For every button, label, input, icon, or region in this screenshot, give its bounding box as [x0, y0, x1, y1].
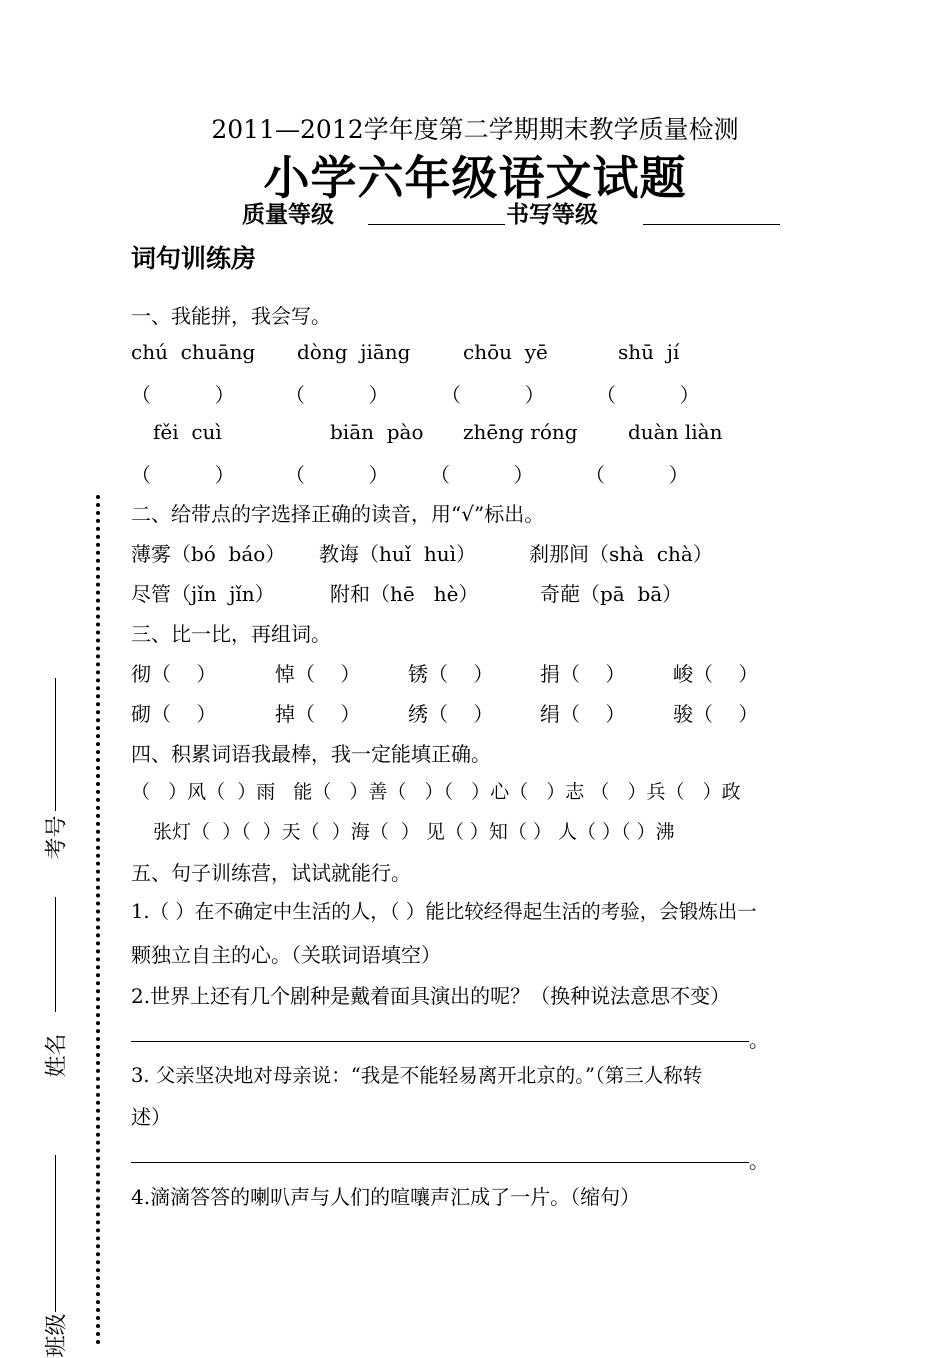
q1-pinyin-6: biān pào [330, 420, 424, 444]
q2-item: 刹那间（shà chà） [529, 542, 713, 566]
q4-title: 四、积累词语我最棒，我一定能填正确。 [131, 742, 491, 766]
answer-line [131, 1162, 749, 1163]
banji-label: 班级 [44, 1313, 70, 1358]
q1-pinyin-7: zhēng róng [463, 420, 578, 444]
q3-item: 砌（ ） [131, 702, 217, 726]
quality-grade-blank [368, 224, 505, 225]
writing-grade-blank [643, 224, 780, 225]
q1-bracket: （ ） [285, 383, 389, 407]
kaohao-label: 考号 [44, 815, 70, 860]
q1-pinyin-2: dòng jiāng [297, 340, 411, 364]
q3-item: 锈（ ） [408, 662, 494, 686]
q1-bracket: （ ） [131, 383, 235, 407]
q1-pinyin-8: duàn liàn [628, 420, 723, 444]
q3-item: 骏（ ） [673, 702, 759, 726]
q3-item: 彻（ ） [131, 662, 217, 686]
q3-title: 三、比一比，再组词。 [131, 622, 331, 646]
end-mark: 。 [749, 1149, 769, 1173]
q1-bracket: （ ） [441, 383, 545, 407]
q4-row-2: 张灯（ ）（ ）天（ ）海（ ） 见（ ）知（ ） 人（ ）（ ）沸 [153, 821, 675, 843]
q5-title: 五、句子训练营，试试就能行。 [131, 861, 411, 885]
q1-bracket: （ ） [285, 463, 389, 487]
q3-item: 掉（ ） [275, 702, 361, 726]
xingming-line [55, 897, 56, 1012]
q1-bracket: （ ） [585, 463, 689, 487]
q2-item: 奇葩（pā bā） [540, 582, 683, 606]
q3-item: 悼（ ） [275, 662, 361, 686]
q1-pinyin-5: fěi cuì [153, 420, 222, 444]
q3-item: 捐（ ） [540, 662, 626, 686]
exam-subtitle: 2011—2012学年度第二学期期末教学质量检测 [211, 115, 739, 144]
q2-item: 附和（hē hè） [330, 582, 479, 606]
q2-item: 教诲（huǐ huì） [319, 542, 477, 566]
q5-sentence-4: 4.滴滴答答的喇叭声与人们的喧嚷声汇成了一片。（缩句） [131, 1185, 641, 1209]
kaohao-line [55, 678, 56, 811]
q4-row-1: （ ）风（ ）雨 能（ ）善（ ）（ ）心（ ）志 （ ）兵（ ）政 [131, 781, 741, 803]
q2-item: 尽管（jǐn jǐn） [131, 582, 275, 606]
xingming-label: 姓名 [44, 1033, 70, 1078]
exam-title: 小学六年级语文试题 [263, 151, 687, 205]
q1-pinyin-1: chú chuāng [131, 340, 256, 364]
q5-sentence-1-cont: 颗独立自主的心。（关联词语填空） [131, 943, 441, 967]
binding-dotted-line [96, 495, 100, 1345]
q1-bracket: （ ） [596, 383, 700, 407]
answer-line [131, 1041, 749, 1042]
quality-grade-label: 质量等级 [242, 201, 334, 228]
q3-item: 绢（ ） [540, 702, 626, 726]
q3-item: 绣（ ） [408, 702, 494, 726]
q1-pinyin-3: chōu yē [463, 340, 548, 364]
q3-item: 峻（ ） [673, 662, 759, 686]
q5-sentence-3-cont: 述） [131, 1105, 171, 1129]
banji-line [55, 1155, 56, 1312]
q5-sentence-1: 1.（ ）在不确定中生活的人，（ ）能比较经得起生活的考验，会锻炼出一 [131, 900, 757, 923]
q1-bracket: （ ） [131, 463, 235, 487]
q1-pinyin-4: shū jí [618, 340, 680, 364]
end-mark: 。 [749, 1028, 769, 1052]
q1-bracket: （ ） [430, 463, 534, 487]
q5-sentence-3: 3. 父亲坚决地对母亲说：“我是不能轻易离开北京的。”（第三人称转 [131, 1064, 703, 1087]
q2-title: 二、给带点的字选择正确的读音，用“√”标出。 [131, 502, 545, 526]
section-title: 词句训练房 [131, 244, 257, 273]
q1-title: 一、我能拼，我会写。 [131, 304, 331, 328]
writing-grade-label: 书写等级 [506, 201, 598, 228]
q5-sentence-2: 2.世界上还有几个剧种是戴着面具演出的呢？（换种说法意思不变） [131, 984, 731, 1008]
q2-item: 薄雾（bó báo） [131, 542, 286, 566]
